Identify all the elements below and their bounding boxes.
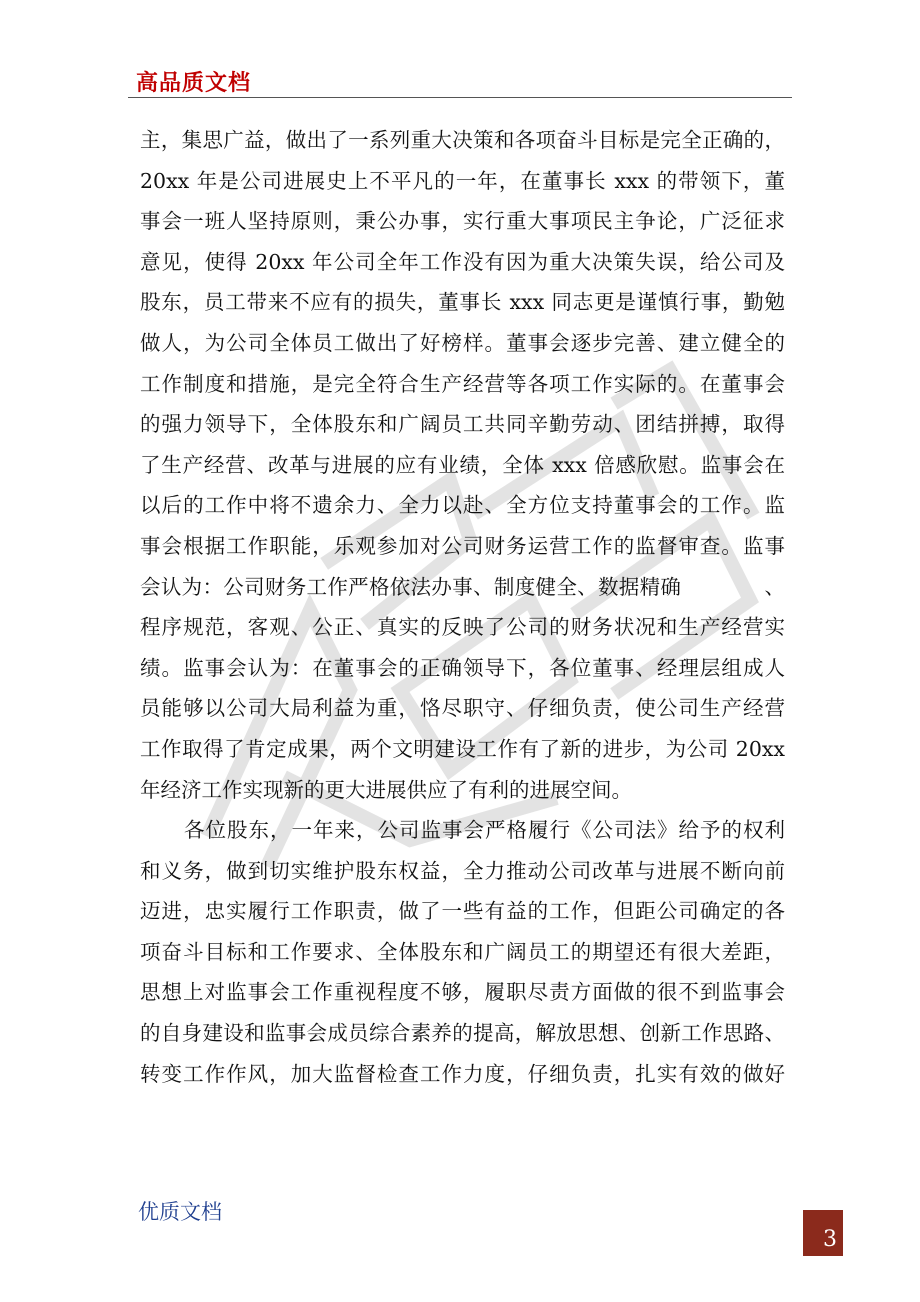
text-line: 和义务，做到切实维护股东权益，全力推动公司改革与进展不断向前 <box>140 858 785 883</box>
footer-title: 优质文档 <box>138 1200 222 1224</box>
text-line: 项奋斗目标和工作要求、全体股东和广阔员工的期望还有很大差距， <box>140 939 785 964</box>
header-divider <box>128 97 792 98</box>
text-line: 了生产经营、改革与进展的应有业绩，全体 xxx 倍感欣慰。监事会在 <box>140 452 785 477</box>
text-line: 员能够以公司大局利益为重，恪尽职守、仔细负责，使公司生产经营 <box>140 696 785 721</box>
text-line: 思想上对监事会工作重视程度不够，履职尽责方面做的很不到监事会 <box>140 980 785 1005</box>
text-line: 的自身建设和监事会成员综合素养的提高，解放思想、创新工作思路、 <box>140 1021 785 1046</box>
text-line: 工作取得了肯定成果，两个文明建设工作有了新的进步，为公司 20xx <box>140 736 785 761</box>
text-line: 转变工作作风，加大监督检查工作力度，仔细负责，扎实有效的做好 <box>140 1061 785 1086</box>
header-title: 高品质文档 <box>136 71 252 96</box>
text-line: 程序规范，客观、公正、真实的反映了公司的财务状况和生产经营实 <box>140 615 785 640</box>
text-line: 事会一班人坚持原则，秉公办事，实行重大事项民主争论，广泛征求 <box>140 209 785 234</box>
text-line: 工作制度和措施，是完全符合生产经营等各项工作实际的。在董事会 <box>140 371 785 396</box>
paragraph-first-line: 各位股东，一年来，公司监事会严格履行《公司法》给予的权利 <box>184 818 785 843</box>
text-line: 做人，为公司全体员工做出了好榜样。董事会逐步完善、建立健全的 <box>140 330 785 355</box>
document-body <box>140 120 785 1094</box>
page-number: 3 <box>823 1227 837 1252</box>
text-line: 20xx 年是公司进展史上不平凡的一年，在董事长 xxx 的带领下，董 <box>140 168 785 193</box>
text-line: 事会根据工作职能，乐观参加对公司财务运营工作的监督审查。监事 <box>140 533 785 558</box>
text-line: 绩。监事会认为：在董事会的正确领导下，各位董事、经理层组成人 <box>140 655 785 680</box>
text-line: 股东，员工带来不应有的损失，董事长 xxx 同志更是谨慎行事，勤勉 <box>140 290 785 315</box>
text-line: 意见，使得 20xx 年公司全年工作没有因为重大决策失误，给公司及 <box>140 249 785 274</box>
text-line: 的强力领导下，全体股东和广阔员工共同辛勤劳动、团结拼搏，取得 <box>140 412 785 437</box>
text-line: 会认为：公司财务工作严格依法办事、制度健全、数据精确 、 <box>140 574 785 599</box>
text-line: 主，集思广益，做出了一系列重大决策和各项奋斗目标是完全正确的， <box>140 128 785 152</box>
text-line: 以后的工作中将不遗余力、全力以赴、全方位支持董事会的工作。监 <box>140 493 785 518</box>
page-number-badge <box>803 1210 843 1256</box>
text-line: 迈进，忠实履行工作职责，做了一些有益的工作，但距公司确定的各 <box>140 899 785 924</box>
text-line: 年经济工作实现新的更大进展供应了有利的进展空间。 <box>140 777 632 802</box>
